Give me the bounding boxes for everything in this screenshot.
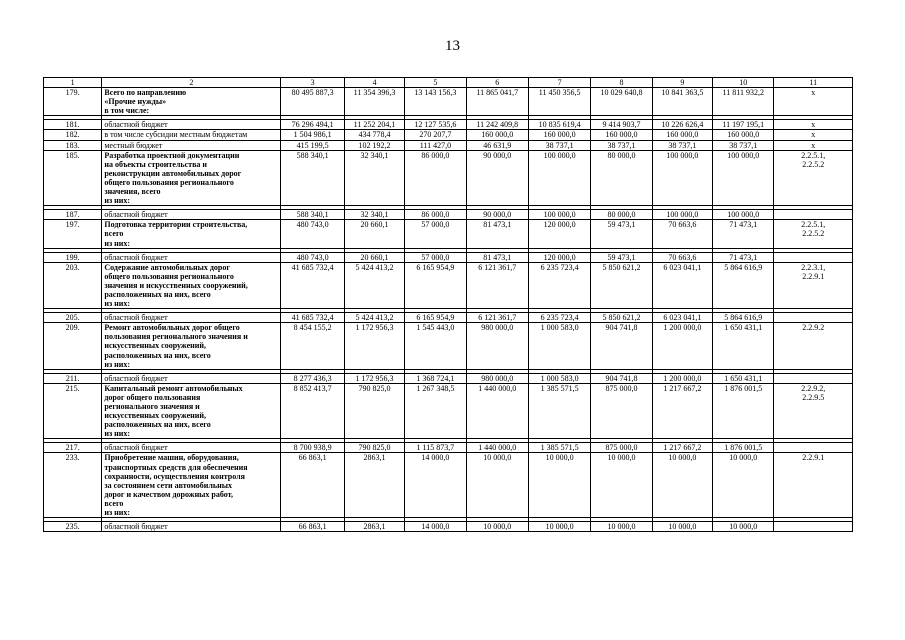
- amount-cell-col-3: 480 743,0: [281, 220, 344, 248]
- amount-cell-col-4: 790 825,0: [344, 383, 404, 439]
- row-number: 215.: [44, 383, 102, 439]
- amount-cell-col-7: 10 000,0: [528, 522, 590, 532]
- amount-cell-col-9: 10 226 626,4: [652, 120, 712, 130]
- amount-cell-col-4: 434 778,4: [344, 130, 404, 140]
- reference-cell: x: [774, 88, 853, 116]
- reference-cell: 2.2.9.2, 2.2.9.5: [774, 383, 853, 439]
- amount-cell-col-3: 8 852 413,7: [281, 383, 344, 439]
- amount-cell-col-5: 14 000,0: [405, 453, 466, 518]
- amount-cell-col-6: 6 121 361,7: [466, 313, 528, 323]
- reference-cell: [774, 443, 853, 453]
- amount-cell-col-8: 59 473,1: [591, 252, 652, 262]
- table-row: [44, 130, 853, 140]
- amount-cell-col-9: 160 000,0: [652, 130, 712, 140]
- column-header-11: 11: [774, 78, 853, 88]
- amount-cell-col-10: 10 000,0: [713, 453, 774, 518]
- amount-cell-col-9: 1 200 000,0: [652, 323, 712, 369]
- row-number: 209.: [44, 323, 102, 369]
- amount-cell-col-7: 6 235 723,4: [528, 313, 590, 323]
- row-title: областной бюджет: [102, 443, 281, 453]
- amount-cell-col-5: 86 000,0: [405, 210, 466, 220]
- amount-cell-col-6: 160 000,0: [466, 130, 528, 140]
- amount-cell-col-5: 57 000,0: [405, 252, 466, 262]
- amount-cell-col-8: 5 850 621,2: [591, 262, 652, 308]
- section-total-row: [44, 88, 853, 116]
- column-header-10: 10: [713, 78, 774, 88]
- row-number: 187.: [44, 210, 102, 220]
- section-total-row: [44, 262, 853, 308]
- amount-cell-col-4: 2863,1: [344, 453, 404, 518]
- section-total-row: [44, 323, 853, 369]
- amount-cell-col-10: 71 473,1: [713, 252, 774, 262]
- amount-cell-col-5: 1 267 348,5: [405, 383, 466, 439]
- amount-cell-col-7: 10 000,0: [528, 453, 590, 518]
- reference-cell: [774, 373, 853, 383]
- row-number: 199.: [44, 252, 102, 262]
- row-number: 183.: [44, 140, 102, 150]
- row-title: областной бюджет: [102, 252, 281, 262]
- amount-cell-col-8: 80 000,0: [591, 210, 652, 220]
- amount-cell-col-8: 80 000,0: [591, 150, 652, 206]
- amount-cell-col-5: 12 127 535,6: [405, 120, 466, 130]
- amount-cell-col-8: 5 850 621,2: [591, 313, 652, 323]
- row-number: 205.: [44, 313, 102, 323]
- amount-cell-col-7: 1 385 571,5: [528, 383, 590, 439]
- amount-cell-col-10: 10 000,0: [713, 522, 774, 532]
- amount-cell-col-8: 10 029 640,8: [591, 88, 652, 116]
- amount-cell-col-8: 904 741,8: [591, 373, 652, 383]
- amount-cell-col-3: 41 685 732,4: [281, 313, 344, 323]
- amount-cell-col-5: 1 115 873,7: [405, 443, 466, 453]
- amount-cell-col-7: 100 000,0: [528, 210, 590, 220]
- amount-cell-col-9: 38 737,1: [652, 140, 712, 150]
- reference-cell: [774, 252, 853, 262]
- amount-cell-col-8: 10 000,0: [591, 453, 652, 518]
- amount-cell-col-4: 32 340,1: [344, 150, 404, 206]
- reference-cell: 2.2.5.1, 2.2.5.2: [774, 220, 853, 248]
- amount-cell-col-3: 8 277 436,3: [281, 373, 344, 383]
- table-row: [44, 140, 853, 150]
- amount-cell-col-8: 59 473,1: [591, 220, 652, 248]
- reference-cell: [774, 210, 853, 220]
- column-header-5: 5: [405, 78, 466, 88]
- row-title: в том числе субсидии местным бюджетам: [102, 130, 281, 140]
- amount-cell-col-9: 1 217 667,2: [652, 383, 712, 439]
- amount-cell-col-10: 1 876 001,5: [713, 443, 774, 453]
- amount-cell-col-6: 980 000,0: [466, 323, 528, 369]
- amount-cell-col-10: 160 000,0: [713, 130, 774, 140]
- table-row: [44, 210, 853, 220]
- amount-cell-col-4: 102 192,2: [344, 140, 404, 150]
- table-row: [44, 522, 853, 532]
- row-title: областной бюджет: [102, 210, 281, 220]
- row-number: 185.: [44, 150, 102, 206]
- row-title: Содержание автомобильных дорог общего пользования регионального значения и искусственных сооружений, расположенных на них, всего из них:: [102, 262, 281, 308]
- amount-cell-col-10: 5 864 616,9: [713, 262, 774, 308]
- amount-cell-col-10: 100 000,0: [713, 210, 774, 220]
- amount-cell-col-4: 32 340,1: [344, 210, 404, 220]
- amount-cell-col-4: 5 424 413,2: [344, 313, 404, 323]
- amount-cell-col-3: 1 504 986,1: [281, 130, 344, 140]
- amount-cell-col-9: 10 000,0: [652, 453, 712, 518]
- amount-cell-col-9: 100 000,0: [652, 210, 712, 220]
- amount-cell-col-7: 160 000,0: [528, 130, 590, 140]
- amount-cell-col-7: 6 235 723,4: [528, 262, 590, 308]
- amount-cell-col-8: 160 000,0: [591, 130, 652, 140]
- amount-cell-col-4: 1 172 956,3: [344, 323, 404, 369]
- amount-cell-col-4: 1 172 956,3: [344, 373, 404, 383]
- budget-table: [43, 77, 853, 532]
- reference-cell: 2.2.9.1: [774, 453, 853, 518]
- amount-cell-col-7: 38 737,1: [528, 140, 590, 150]
- amount-cell-col-10: 11 197 195,1: [713, 120, 774, 130]
- amount-cell-col-5: 1 368 724,1: [405, 373, 466, 383]
- amount-cell-col-10: 38 737,1: [713, 140, 774, 150]
- amount-cell-col-8: 38 737,1: [591, 140, 652, 150]
- table-row: [44, 252, 853, 262]
- amount-cell-col-3: 66 863,1: [281, 453, 344, 518]
- table-row: [44, 313, 853, 323]
- amount-cell-col-8: 875 000,0: [591, 383, 652, 439]
- amount-cell-col-3: 41 685 732,4: [281, 262, 344, 308]
- amount-cell-col-6: 10 000,0: [466, 522, 528, 532]
- amount-cell-col-4: 11 252 204,1: [344, 120, 404, 130]
- reference-cell: x: [774, 120, 853, 130]
- amount-cell-col-6: 81 473,1: [466, 252, 528, 262]
- amount-cell-col-3: 480 743,0: [281, 252, 344, 262]
- page-number: 13: [445, 38, 460, 54]
- amount-cell-col-7: 100 000,0: [528, 150, 590, 206]
- reference-cell: 2.2.3.1, 2.2.9.1: [774, 262, 853, 308]
- row-number: 217.: [44, 443, 102, 453]
- amount-cell-col-6: 11 865 041,7: [466, 88, 528, 116]
- amount-cell-col-6: 11 242 409,8: [466, 120, 528, 130]
- amount-cell-col-10: 100 000,0: [713, 150, 774, 206]
- column-header-1: 1: [44, 78, 102, 88]
- amount-cell-col-10: 1 650 431,1: [713, 373, 774, 383]
- row-title: областной бюджет: [102, 373, 281, 383]
- amount-cell-col-3: 80 495 887,3: [281, 88, 344, 116]
- amount-cell-col-9: 1 217 667,2: [652, 443, 712, 453]
- reference-cell: [774, 313, 853, 323]
- column-header-6: 6: [466, 78, 528, 88]
- amount-cell-col-6: 980 000,0: [466, 373, 528, 383]
- amount-cell-col-6: 1 440 000,0: [466, 383, 528, 439]
- amount-cell-col-3: 66 863,1: [281, 522, 344, 532]
- reference-cell: 2.2.5.1, 2.2.5.2: [774, 150, 853, 206]
- section-total-row: [44, 220, 853, 248]
- amount-cell-col-4: 11 354 396,3: [344, 88, 404, 116]
- row-title: Разработка проектной документации на объекты строительства и реконструкции автомобильных дорог общего пользования регионального значения, всего из них:: [102, 150, 281, 206]
- amount-cell-col-8: 10 000,0: [591, 522, 652, 532]
- reference-cell: x: [774, 140, 853, 150]
- section-total-row: [44, 453, 853, 518]
- amount-cell-col-5: 1 545 443,0: [405, 323, 466, 369]
- amount-cell-col-9: 6 023 041,1: [652, 313, 712, 323]
- amount-cell-col-8: 904 741,8: [591, 323, 652, 369]
- amount-cell-col-6: 10 000,0: [466, 453, 528, 518]
- row-title: Подготовка территории строительства, всего из них:: [102, 220, 281, 248]
- amount-cell-col-6: 46 631,9: [466, 140, 528, 150]
- amount-cell-col-6: 1 440 000,0: [466, 443, 528, 453]
- column-header-9: 9: [652, 78, 712, 88]
- amount-cell-col-3: 588 340,1: [281, 210, 344, 220]
- row-title: Капитальный ремонт автомобильных дорог общего пользования регионального значения и искусственных сооружений, расположенных на них, всего из них:: [102, 383, 281, 439]
- amount-cell-col-3: 415 199,5: [281, 140, 344, 150]
- amount-cell-col-10: 5 864 616,9: [713, 313, 774, 323]
- amount-cell-col-8: 875 000,0: [591, 443, 652, 453]
- amount-cell-col-5: 6 165 954,9: [405, 313, 466, 323]
- row-number: 203.: [44, 262, 102, 308]
- amount-cell-col-7: 120 000,0: [528, 252, 590, 262]
- amount-cell-col-5: 111 427,0: [405, 140, 466, 150]
- amount-cell-col-7: 11 450 356,5: [528, 88, 590, 116]
- amount-cell-col-7: 1 000 583,0: [528, 373, 590, 383]
- amount-cell-col-9: 6 023 041,1: [652, 262, 712, 308]
- row-number: 233.: [44, 453, 102, 518]
- header-row: [44, 78, 853, 88]
- amount-cell-col-10: 1 876 001,5: [713, 383, 774, 439]
- row-number: 197.: [44, 220, 102, 248]
- table-body: [44, 78, 853, 532]
- amount-cell-col-6: 90 000,0: [466, 150, 528, 206]
- section-total-row: [44, 150, 853, 206]
- amount-cell-col-4: 2863,1: [344, 522, 404, 532]
- section-total-row: [44, 383, 853, 439]
- amount-cell-col-9: 70 663,6: [652, 252, 712, 262]
- amount-cell-col-10: 71 473,1: [713, 220, 774, 248]
- amount-cell-col-7: 10 835 619,4: [528, 120, 590, 130]
- amount-cell-col-5: 270 207,7: [405, 130, 466, 140]
- row-title: областной бюджет: [102, 120, 281, 130]
- reference-cell: [774, 522, 853, 532]
- amount-cell-col-5: 57 000,0: [405, 220, 466, 248]
- reference-cell: 2.2.9.2: [774, 323, 853, 369]
- reference-cell: x: [774, 130, 853, 140]
- amount-cell-col-8: 9 414 903,7: [591, 120, 652, 130]
- amount-cell-col-6: 6 121 361,7: [466, 262, 528, 308]
- amount-cell-col-3: 76 296 494,1: [281, 120, 344, 130]
- amount-cell-col-4: 20 660,1: [344, 252, 404, 262]
- column-header-7: 7: [528, 78, 590, 88]
- row-title: Ремонт автомобильных дорог общего пользования регионального значения и искусственных сооружений, расположенных на них, всего из них:: [102, 323, 281, 369]
- amount-cell-col-5: 86 000,0: [405, 150, 466, 206]
- column-header-2: 2: [102, 78, 281, 88]
- row-number: 235.: [44, 522, 102, 532]
- amount-cell-col-4: 20 660,1: [344, 220, 404, 248]
- amount-cell-col-4: 790 825,0: [344, 443, 404, 453]
- amount-cell-col-4: 5 424 413,2: [344, 262, 404, 308]
- row-title: Всего по направлению «Прочие нужды» в том числе:: [102, 88, 281, 116]
- row-number: 179.: [44, 88, 102, 116]
- row-title: местный бюджет: [102, 140, 281, 150]
- table-row: [44, 373, 853, 383]
- table-row: [44, 120, 853, 130]
- row-title: Приобретение машин, оборудования, транспортных средств для обеспечения сохранности, осуществления контроля за состоянием сети автомобильных дорог и качеством дорожных работ, всего из них:: [102, 453, 281, 518]
- amount-cell-col-7: 1 385 571,5: [528, 443, 590, 453]
- amount-cell-col-3: 8 700 938,9: [281, 443, 344, 453]
- amount-cell-col-9: 70 663,6: [652, 220, 712, 248]
- amount-cell-col-5: 14 000,0: [405, 522, 466, 532]
- row-number: 182.: [44, 130, 102, 140]
- amount-cell-col-3: 8 454 155,2: [281, 323, 344, 369]
- amount-cell-col-9: 100 000,0: [652, 150, 712, 206]
- amount-cell-col-9: 10 000,0: [652, 522, 712, 532]
- row-title: областной бюджет: [102, 313, 281, 323]
- amount-cell-col-7: 1 000 583,0: [528, 323, 590, 369]
- amount-cell-col-5: 6 165 954,9: [405, 262, 466, 308]
- amount-cell-col-10: 11 811 932,2: [713, 88, 774, 116]
- row-title: областной бюджет: [102, 522, 281, 532]
- amount-cell-col-6: 81 473,1: [466, 220, 528, 248]
- amount-cell-col-9: 1 200 000,0: [652, 373, 712, 383]
- amount-cell-col-5: 13 143 156,3: [405, 88, 466, 116]
- amount-cell-col-10: 1 650 431,1: [713, 323, 774, 369]
- column-header-4: 4: [344, 78, 404, 88]
- amount-cell-col-3: 588 340,1: [281, 150, 344, 206]
- row-number: 181.: [44, 120, 102, 130]
- table-row: [44, 443, 853, 453]
- column-header-3: 3: [281, 78, 344, 88]
- amount-cell-col-6: 90 000,0: [466, 210, 528, 220]
- amount-cell-col-9: 10 841 363,5: [652, 88, 712, 116]
- amount-cell-col-7: 120 000,0: [528, 220, 590, 248]
- column-header-8: 8: [591, 78, 652, 88]
- row-number: 211.: [44, 373, 102, 383]
